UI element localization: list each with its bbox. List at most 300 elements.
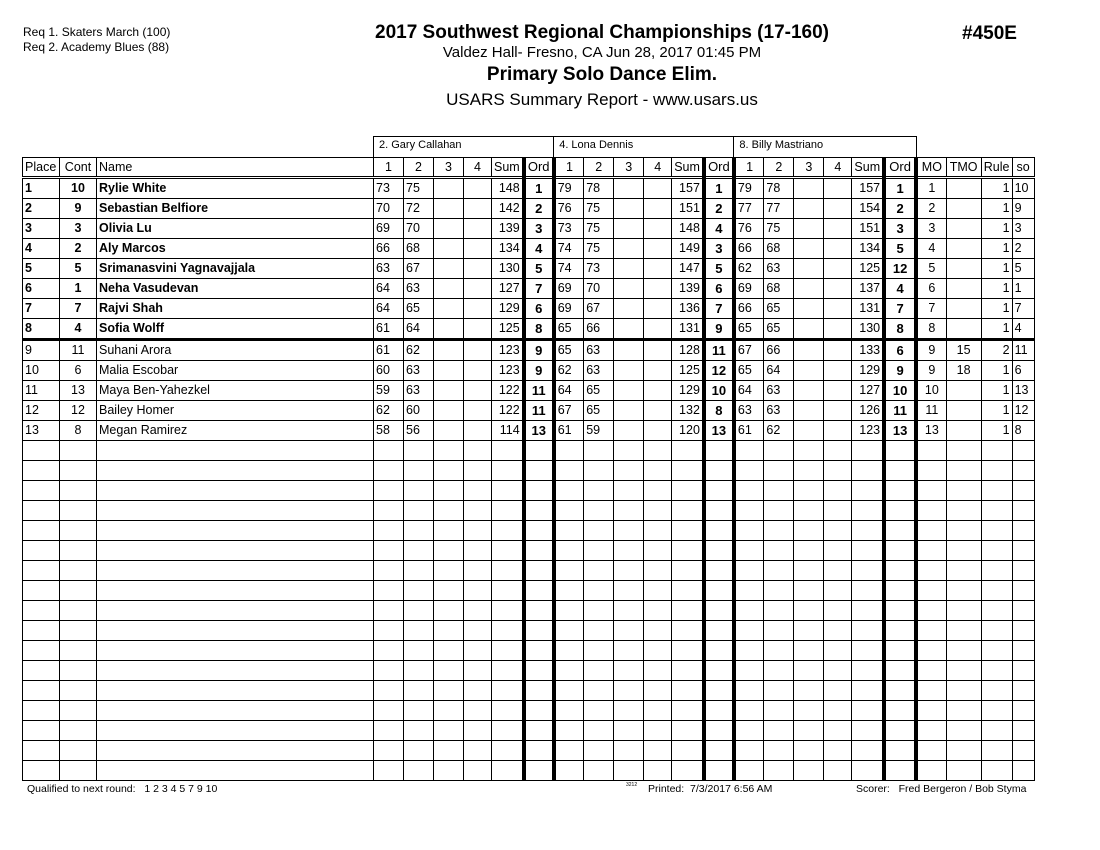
- empty-cell: [644, 521, 672, 541]
- empty-cell: [554, 721, 584, 741]
- empty-cell: [946, 661, 981, 681]
- ordinal-cell: 6: [884, 340, 916, 361]
- empty-cell: [554, 621, 584, 641]
- empty-cell: [524, 501, 554, 521]
- empty-cell: [404, 721, 434, 741]
- score-cell: [794, 259, 824, 279]
- empty-cell: [794, 701, 824, 721]
- empty-cell: [584, 441, 614, 461]
- empty-cell: [672, 661, 704, 681]
- empty-cell: [97, 541, 374, 561]
- score-cell: [794, 178, 824, 199]
- mo-cell: 9: [916, 340, 946, 361]
- score-cell: [644, 259, 672, 279]
- empty-cell: [734, 681, 764, 701]
- empty-cell: [434, 541, 464, 561]
- score-cell: [464, 401, 492, 421]
- empty-cell: [554, 681, 584, 701]
- score-cell: [644, 361, 672, 381]
- qualified-label: Qualified to next round:: [27, 783, 136, 795]
- empty-row: [23, 641, 1035, 661]
- empty-cell: [704, 601, 734, 621]
- empty-cell: [554, 441, 584, 461]
- score-cell: [434, 361, 464, 381]
- empty-cell: [852, 481, 884, 501]
- place-cell: 1: [23, 178, 60, 199]
- score-cell: [614, 340, 644, 361]
- empty-cell: [60, 721, 97, 741]
- empty-cell: [644, 601, 672, 621]
- empty-cell: [614, 501, 644, 521]
- place-cell: 11: [23, 381, 60, 401]
- empty-cell: [704, 521, 734, 541]
- empty-cell: [764, 761, 794, 781]
- empty-cell: [734, 541, 764, 561]
- empty-cell: [946, 641, 981, 661]
- empty-cell: [734, 501, 764, 521]
- col-judge3-ord: Ord: [884, 158, 916, 178]
- score-cell: 64: [374, 299, 404, 319]
- empty-cell: [404, 481, 434, 501]
- event-number: #450E: [962, 23, 1017, 44]
- ordinal-cell: 6: [704, 279, 734, 299]
- empty-cell: [1012, 541, 1034, 561]
- place-cell: 8: [23, 319, 60, 340]
- empty-row: [23, 541, 1035, 561]
- empty-cell: [584, 761, 614, 781]
- empty-cell: [374, 461, 404, 481]
- empty-cell: [554, 601, 584, 621]
- empty-cell: [404, 701, 434, 721]
- table-row: [23, 239, 1035, 259]
- empty-cell: [374, 641, 404, 661]
- empty-cell: [97, 521, 374, 541]
- tmo-cell: [946, 421, 981, 441]
- empty-cell: [614, 621, 644, 641]
- score-cell: 70: [404, 219, 434, 239]
- printed-label: Printed:: [648, 783, 685, 795]
- col-cont: Cont: [60, 158, 97, 178]
- empty-cell: [492, 761, 524, 781]
- sum-cell: 130: [492, 259, 524, 279]
- empty-cell: [464, 481, 492, 501]
- score-cell: 63: [764, 259, 794, 279]
- place-cell: 4: [23, 239, 60, 259]
- empty-cell: [884, 741, 916, 761]
- col-judge2-ord: Ord: [704, 158, 734, 178]
- empty-cell: [734, 601, 764, 621]
- empty-cell: [916, 741, 946, 761]
- empty-cell: [794, 521, 824, 541]
- empty-cell: [374, 541, 404, 561]
- score-cell: [794, 299, 824, 319]
- score-cell: 60: [404, 401, 434, 421]
- empty-cell: [852, 521, 884, 541]
- so-cell: 4: [1012, 319, 1034, 340]
- empty-cell: [60, 701, 97, 721]
- empty-cell: [946, 481, 981, 501]
- empty-cell: [374, 681, 404, 701]
- empty-cell: [644, 481, 672, 501]
- empty-cell: [884, 761, 916, 781]
- so-cell: 7: [1012, 299, 1034, 319]
- col-so: so: [1012, 158, 1034, 178]
- score-cell: [614, 259, 644, 279]
- score-cell: 58: [374, 421, 404, 441]
- empty-cell: [584, 521, 614, 541]
- empty-cell: [404, 601, 434, 621]
- empty-cell: [492, 641, 524, 661]
- empty-cell: [492, 561, 524, 581]
- score-cell: [464, 279, 492, 299]
- empty-cell: [824, 541, 852, 561]
- venue-datetime: Valdez Hall- Fresno, CA Jun 28, 2017 01:45 PM: [442, 44, 762, 61]
- empty-cell: [764, 721, 794, 741]
- cont-cell: 13: [60, 381, 97, 401]
- ordinal-cell: 10: [704, 381, 734, 401]
- skater-name: Srimanasvini Yagnavajjala: [97, 259, 374, 279]
- empty-cell: [404, 501, 434, 521]
- empty-cell: [946, 581, 981, 601]
- empty-cell: [794, 581, 824, 601]
- mo-cell: 2: [916, 199, 946, 219]
- empty-cell: [884, 501, 916, 521]
- empty-cell: [852, 561, 884, 581]
- score-cell: [824, 319, 852, 340]
- empty-cell: [614, 761, 644, 781]
- table-row: [23, 381, 1035, 401]
- empty-cell: [884, 521, 916, 541]
- sum-cell: 136: [672, 299, 704, 319]
- score-cell: [614, 199, 644, 219]
- sum-cell: 157: [852, 178, 884, 199]
- tmo-cell: [946, 319, 981, 340]
- score-cell: [464, 421, 492, 441]
- sum-cell: 126: [852, 401, 884, 421]
- empty-cell: [794, 441, 824, 461]
- empty-cell: [23, 541, 60, 561]
- empty-cell: [97, 601, 374, 621]
- ordinal-cell: 8: [884, 319, 916, 340]
- judge-2-name: 4. Lona Dennis: [554, 137, 734, 158]
- empty-cell: [524, 621, 554, 641]
- score-cell: 60: [374, 361, 404, 381]
- score-cell: [824, 178, 852, 199]
- empty-cell: [374, 721, 404, 741]
- judge-3-name: 8. Billy Mastriano: [734, 137, 916, 158]
- empty-cell: [704, 761, 734, 781]
- empty-cell: [614, 461, 644, 481]
- sum-cell: 129: [492, 299, 524, 319]
- tmo-cell: [946, 239, 981, 259]
- score-cell: [614, 361, 644, 381]
- empty-cell: [492, 741, 524, 761]
- score-cell: 59: [374, 381, 404, 401]
- empty-cell: [734, 441, 764, 461]
- score-cell: [644, 178, 672, 199]
- empty-cell: [614, 721, 644, 741]
- empty-cell: [764, 561, 794, 581]
- empty-cell: [734, 521, 764, 541]
- empty-cell: [794, 541, 824, 561]
- score-cell: 77: [734, 199, 764, 219]
- empty-cell: [672, 681, 704, 701]
- score-cell: 68: [404, 239, 434, 259]
- empty-cell: [614, 661, 644, 681]
- cont-cell: 9: [60, 199, 97, 219]
- empty-cell: [916, 541, 946, 561]
- empty-cell: [554, 521, 584, 541]
- tmo-cell: [946, 199, 981, 219]
- empty-cell: [464, 621, 492, 641]
- empty-cell: [554, 701, 584, 721]
- ordinal-cell: 13: [704, 421, 734, 441]
- empty-cell: [434, 601, 464, 621]
- empty-cell: [492, 481, 524, 501]
- score-cell: [794, 219, 824, 239]
- empty-cell: [824, 761, 852, 781]
- empty-cell: [492, 521, 524, 541]
- rule-cell: 2: [981, 340, 1012, 361]
- empty-cell: [794, 501, 824, 521]
- empty-cell: [584, 461, 614, 481]
- empty-cell: [764, 681, 794, 701]
- score-cell: [434, 279, 464, 299]
- empty-cell: [672, 761, 704, 781]
- empty-cell: [672, 701, 704, 721]
- score-cell: [644, 421, 672, 441]
- mo-cell: 10: [916, 381, 946, 401]
- score-cell: 79: [734, 178, 764, 199]
- empty-cell: [434, 441, 464, 461]
- empty-cell: [644, 661, 672, 681]
- empty-cell: [434, 641, 464, 661]
- ordinal-cell: 11: [884, 401, 916, 421]
- score-cell: 61: [374, 319, 404, 340]
- so-cell: 6: [1012, 361, 1034, 381]
- so-cell: 9: [1012, 199, 1034, 219]
- empty-cell: [981, 561, 1012, 581]
- tmo-cell: [946, 299, 981, 319]
- score-cell: 61: [374, 340, 404, 361]
- sum-cell: 148: [492, 178, 524, 199]
- score-cell: 73: [584, 259, 614, 279]
- rule-cell: 1: [981, 299, 1012, 319]
- empty-cell: [554, 481, 584, 501]
- empty-cell: [916, 701, 946, 721]
- score-cell: 73: [554, 219, 584, 239]
- empty-cell: [524, 461, 554, 481]
- sum-cell: 127: [492, 279, 524, 299]
- empty-cell: [614, 701, 644, 721]
- empty-cell: [434, 741, 464, 761]
- empty-cell: [794, 661, 824, 681]
- empty-cell: [672, 461, 704, 481]
- score-cell: 64: [734, 381, 764, 401]
- score-cell: [434, 259, 464, 279]
- table-row: [23, 361, 1035, 381]
- empty-cell: [644, 641, 672, 661]
- empty-cell: [404, 461, 434, 481]
- place-cell: 5: [23, 259, 60, 279]
- empty-cell: [464, 741, 492, 761]
- sum-cell: 122: [492, 381, 524, 401]
- empty-cell: [464, 761, 492, 781]
- cont-cell: 3: [60, 219, 97, 239]
- score-cell: [644, 219, 672, 239]
- empty-cell: [852, 701, 884, 721]
- empty-row: [23, 701, 1035, 721]
- requirement-2: Req 2. Academy Blues (88): [23, 40, 170, 54]
- empty-cell: [464, 681, 492, 701]
- sum-cell: 151: [852, 219, 884, 239]
- empty-cell: [492, 541, 524, 561]
- score-cell: [824, 299, 852, 319]
- score-cell: 67: [404, 259, 434, 279]
- empty-cell: [524, 441, 554, 461]
- sum-cell: 157: [672, 178, 704, 199]
- empty-cell: [614, 581, 644, 601]
- score-cell: [434, 299, 464, 319]
- empty-cell: [97, 701, 374, 721]
- ordinal-cell: 11: [704, 340, 734, 361]
- empty-cell: [404, 581, 434, 601]
- empty-cell: [916, 681, 946, 701]
- tiny-code: 3212: [626, 782, 638, 788]
- score-cell: 65: [584, 381, 614, 401]
- empty-cell: [764, 481, 794, 501]
- score-cell: 66: [374, 239, 404, 259]
- empty-cell: [464, 601, 492, 621]
- score-cell: [614, 421, 644, 441]
- empty-cell: [852, 761, 884, 781]
- empty-cell: [824, 721, 852, 741]
- empty-cell: [97, 581, 374, 601]
- empty-cell: [23, 601, 60, 621]
- empty-cell: [584, 561, 614, 581]
- empty-cell: [644, 541, 672, 561]
- score-cell: 69: [554, 279, 584, 299]
- empty-cell: [584, 541, 614, 561]
- empty-cell: [614, 481, 644, 501]
- place-cell: 9: [23, 340, 60, 361]
- score-cell: 75: [404, 178, 434, 199]
- ordinal-cell: 9: [524, 361, 554, 381]
- qualified-line: [27, 783, 217, 795]
- empty-cell: [981, 761, 1012, 781]
- empty-cell: [1012, 461, 1034, 481]
- rule-cell: 1: [981, 259, 1012, 279]
- empty-cell: [672, 541, 704, 561]
- score-cell: 65: [554, 340, 584, 361]
- score-cell: 67: [554, 401, 584, 421]
- col-judge3-j2: 2: [764, 158, 794, 178]
- sum-cell: 154: [852, 199, 884, 219]
- empty-cell: [584, 581, 614, 601]
- col-judge2-j3: 3: [614, 158, 644, 178]
- empty-cell: [704, 541, 734, 561]
- empty-cell: [794, 761, 824, 781]
- score-cell: 63: [764, 401, 794, 421]
- sum-cell: 151: [672, 199, 704, 219]
- ordinal-cell: 2: [524, 199, 554, 219]
- score-cell: [824, 199, 852, 219]
- sum-cell: 133: [852, 340, 884, 361]
- empty-row: [23, 681, 1035, 701]
- score-cell: [824, 219, 852, 239]
- empty-cell: [23, 621, 60, 641]
- empty-cell: [852, 661, 884, 681]
- ordinal-cell: 7: [704, 299, 734, 319]
- ordinal-cell: 4: [704, 219, 734, 239]
- empty-cell: [434, 681, 464, 701]
- empty-cell: [584, 501, 614, 521]
- score-cell: [614, 279, 644, 299]
- score-cell: 56: [404, 421, 434, 441]
- score-cell: 75: [584, 199, 614, 219]
- table-row: [23, 279, 1035, 299]
- score-cell: 63: [764, 381, 794, 401]
- empty-cell: [884, 681, 916, 701]
- empty-cell: [981, 541, 1012, 561]
- empty-cell: [672, 641, 704, 661]
- score-cell: 62: [764, 421, 794, 441]
- empty-cell: [97, 461, 374, 481]
- ordinal-cell: 10: [884, 381, 916, 401]
- empty-cell: [492, 621, 524, 641]
- empty-cell: [60, 601, 97, 621]
- empty-cell: [946, 681, 981, 701]
- col-judge3-sum: Sum: [852, 158, 884, 178]
- score-cell: 65: [764, 299, 794, 319]
- score-cell: 63: [404, 279, 434, 299]
- empty-cell: [434, 481, 464, 501]
- score-cell: [464, 361, 492, 381]
- empty-cell: [981, 641, 1012, 661]
- col-judge1-j2: 2: [404, 158, 434, 178]
- empty-cell: [764, 501, 794, 521]
- report-title: USARS Summary Report - www.usars.us: [446, 90, 758, 109]
- score-cell: [644, 381, 672, 401]
- empty-cell: [704, 501, 734, 521]
- score-cell: [644, 279, 672, 299]
- empty-cell: [734, 461, 764, 481]
- championship-title: 2017 Southwest Regional Championships (17-160): [375, 22, 829, 43]
- score-cell: 78: [764, 178, 794, 199]
- ordinal-cell: 4: [524, 239, 554, 259]
- score-cell: 66: [764, 340, 794, 361]
- tmo-cell: [946, 381, 981, 401]
- empty-cell: [704, 701, 734, 721]
- score-cell: [614, 178, 644, 199]
- sum-cell: 127: [852, 381, 884, 401]
- score-cell: 75: [584, 239, 614, 259]
- skater-name: Sofia Wolff: [97, 319, 374, 340]
- ordinal-cell: 8: [524, 319, 554, 340]
- empty-cell: [464, 441, 492, 461]
- empty-cell: [764, 661, 794, 681]
- score-cell: [824, 421, 852, 441]
- empty-cell: [1012, 681, 1034, 701]
- empty-cell: [524, 601, 554, 621]
- empty-cell: [916, 461, 946, 481]
- empty-cell: [644, 501, 672, 521]
- empty-cell: [614, 441, 644, 461]
- empty-cell: [554, 581, 584, 601]
- so-cell: 10: [1012, 178, 1034, 199]
- empty-cell: [60, 621, 97, 641]
- skater-name: Megan Ramirez: [97, 421, 374, 441]
